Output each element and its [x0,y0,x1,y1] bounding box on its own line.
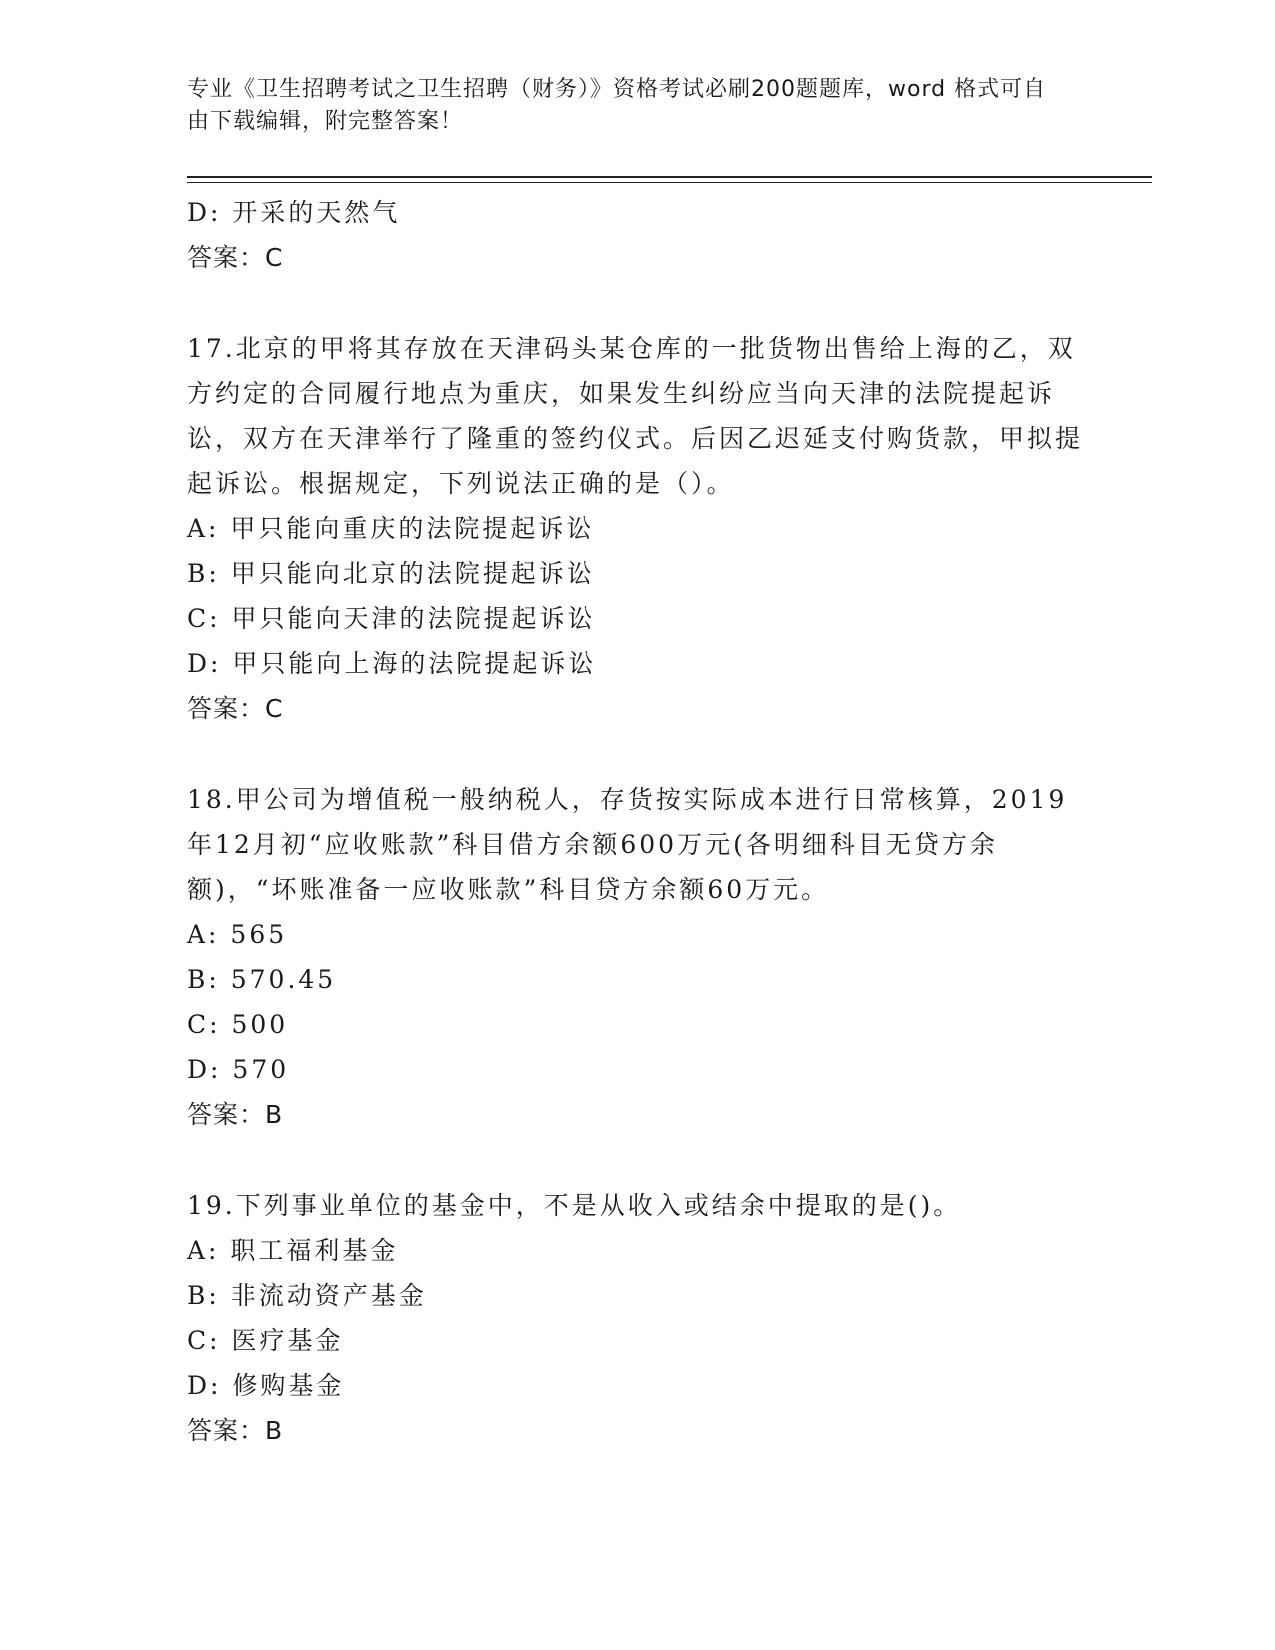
option-d: D: 甲只能向上海的法院提起诉讼 [187,649,597,678]
question-list [187,190,1087,1454]
question-stem: 17.北京的甲将其存放在天津码头某仓库的一批货物出售给上海的乙，双方约定的合同履行地点为重庆，如果发生纠纷应当向天津的法院提起诉讼，双方在天津举行了隆重的签约仪式。后因乙迟延支付购货款，甲拟提起诉讼。根据规定，下列说法正确的是（）。 [187,334,1084,498]
answer-line: 答案：C [187,694,284,723]
document-header: 专业《卫生招聘考试之卫生招聘（财务）》资格考试必刷200题题库，word 格式可自由下载编辑，附完整答案！ [187,77,1047,134]
question-17 [187,326,1087,732]
option-b: B: 非流动资产基金 [187,1281,427,1310]
header-rule-thick [187,176,1152,178]
question-stem: 18.甲公司为增值税一般纳税人，存货按实际成本进行日常核算，2019年12月初“应收账款”科目借方余额600万元(各明细科目无贷方余额)，“坏账准备一应收账款”科目贷方余额60万元。 [187,785,1068,904]
option-b: B: 570.45 [187,965,337,994]
option-c: C: 甲只能向天津的法院提起诉讼 [187,604,596,633]
question-19 [187,1183,1087,1454]
option-c: C: 医疗基金 [187,1326,344,1355]
question-stem: 19.下列事业单位的基金中，不是从收入或结余中提取的是()。 [187,1191,962,1220]
spacer [187,1138,1087,1183]
previous-question-tail [187,190,1087,281]
answer-line: 答案：C [187,243,284,272]
option-d: D: 开采的天然气 [187,198,401,227]
question-18 [187,777,1087,1138]
option-a: A: 职工福利基金 [187,1236,399,1265]
spacer [187,281,1087,326]
option-b: B: 甲只能向北京的法院提起诉讼 [187,559,595,588]
header-rule-thin [187,182,1152,183]
option-d: D: 修购基金 [187,1371,345,1400]
option-d: D: 570 [187,1055,290,1084]
option-a: A: 565 [187,920,288,949]
spacer [187,732,1087,777]
answer-line: 答案：B [187,1100,284,1129]
answer-line: 答案：B [187,1416,284,1445]
option-c: C: 500 [187,1010,289,1039]
option-a: A: 甲只能向重庆的法院提起诉讼 [187,514,595,543]
